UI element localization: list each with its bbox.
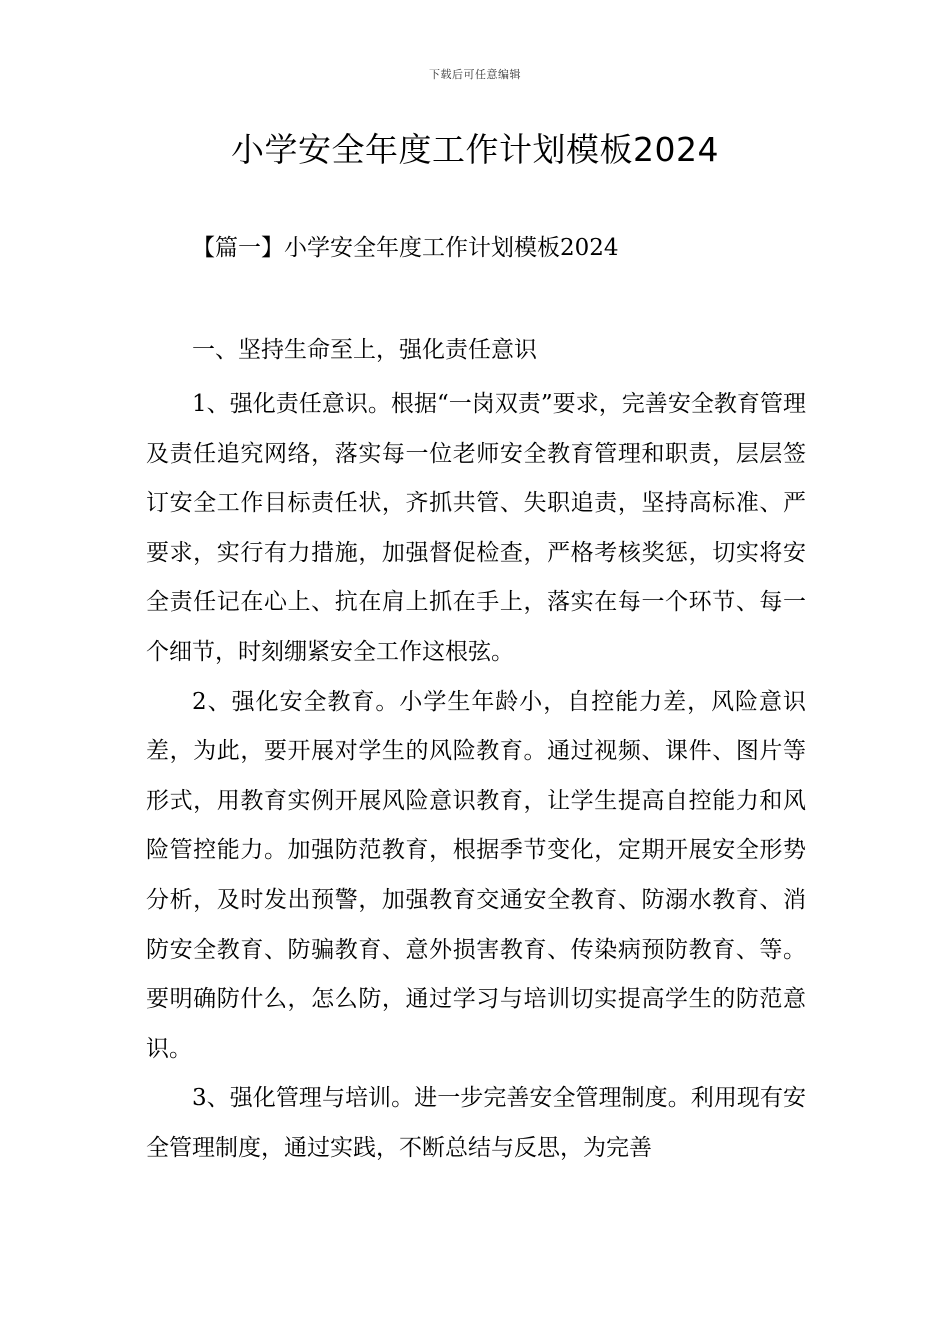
document-subtitle: 【篇一】小学安全年度工作计划模板2024: [192, 235, 619, 261]
document-body: [146, 380, 806, 1174]
page-header-note: 下载后可任意编辑: [429, 68, 521, 81]
section-heading: 一、坚持生命至上，强化责任意识: [192, 337, 537, 363]
document-title: 小学安全年度工作计划模板2024: [231, 130, 719, 169]
paragraph-1: 1、强化责任意识。根据“一岗双责”要求，完善安全教育管理及责任追究网络，落实每一位老师安全教育管理和职责，层层签订安全工作目标责任状，齐抓共管、失职追责，坚持高标准、严要求，实行有力措施，加强督促检查，严格考核奖惩，切实将安全责任记在心上、抗在肩上抓在手上，落实在每一个环节、每一个细节，时刻绷紧安全工作这根弦。: [146, 391, 806, 665]
paragraph-3: 3、强化管理与培训。进一步完善安全管理制度。利用现有安全管理制度，通过实践，不断总结与反思，为完善: [146, 1085, 806, 1161]
paragraph-2: 2、强化安全教育。小学生年龄小，自控能力差，风险意识差，为此，要开展对学生的风险教育。通过视频、课件、图片等形式，用教育实例开展风险意识教育，让学生提高自控能力和风险管控能力。加强防范教育，根据季节变化，定期开展安全形势分析，及时发出预警，加强教育交通安全教育、防溺水教育、消防安全教育、防骗教育、意外损害教育、传染病预防教育、等。要明确防什么，怎么防，通过学习与培训切实提高学生的防范意识。: [146, 688, 806, 1062]
